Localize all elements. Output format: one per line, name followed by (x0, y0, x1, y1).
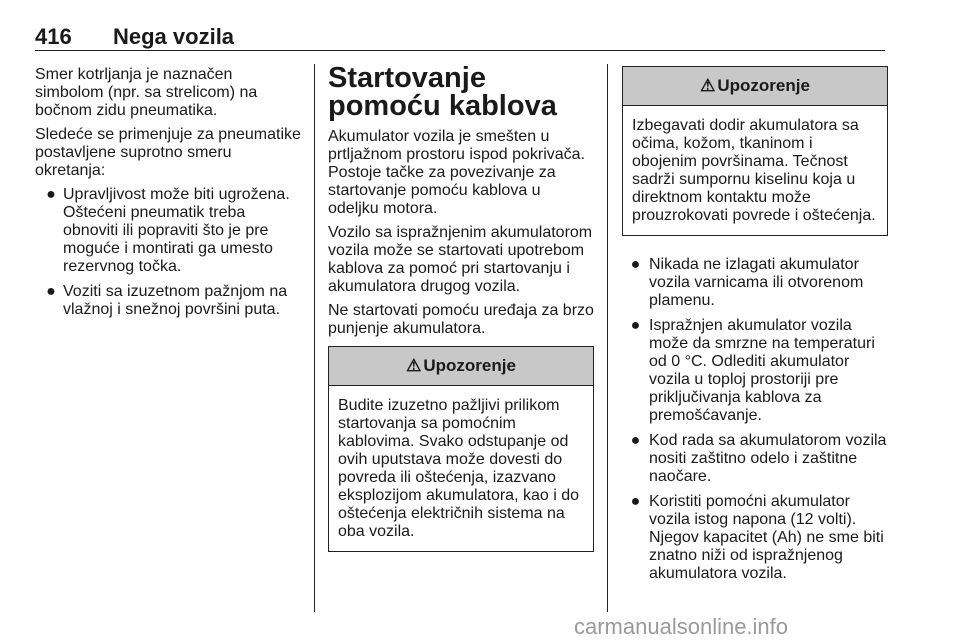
list-item-text: Koristiti pomoćni akumulator vozila istog napona (12 volti). Njegov kapacitet (Ah) ne sme biti znatno niži od ispražnjenog akumulatora vozila. (649, 493, 884, 582)
bullet-icon: ● (630, 493, 641, 510)
paragraph: Smer kotrljanja je naznačen simbolom (npr. sa strelicom) na bočnom zidu pneumatika. (35, 66, 258, 119)
list-item (622, 256, 888, 310)
page-header (35, 24, 885, 50)
column-divider-right (607, 64, 608, 612)
list-item (622, 317, 888, 425)
warning-header (329, 347, 593, 386)
bullet-icon: ● (46, 283, 56, 300)
list-item-text: Voziti sa izuzetnom pažnjom na vlažnoj i snežnoj površini puta. (63, 283, 288, 318)
column-right (622, 64, 888, 590)
paragraph: Sledeće se primenjuje za pneumatike postavljene suprotno smeru okretanja: (35, 126, 301, 179)
column-left (35, 66, 303, 326)
warning-text: Izbegavati dodir akumulatora sa očima, kožom, tkaninom i obojenim površinama. Tečnost sadrži sumpornu kiselinu koja u direktnom kontaktu može prouzrokovati povrede i oštećenja. (632, 117, 876, 224)
paragraph: Akumulator vozila je smešten u prtljažnom prostoru ispod pokrivača. Postoje tačke za povezivanje za startovanje pomoću kablova u odeljku motora. (328, 128, 586, 217)
list-item (35, 283, 303, 319)
header-rule (35, 50, 885, 51)
column-middle (328, 64, 594, 552)
column-divider-left (314, 64, 315, 612)
list-item (622, 493, 888, 583)
bullet-icon: ● (630, 317, 641, 334)
list-item-text: Upravljivost može biti ugrožena. Oštećeni pneumatik treba obnoviti ili popraviti što je pre moguće i montirati ga umesto rezervnog točka. (63, 186, 290, 275)
warning-title: Upozorenje (717, 76, 810, 95)
warning-triangle-icon: ⚠ (700, 76, 716, 95)
bullet-icon: ● (630, 256, 641, 273)
section-heading: Startovanje pomoću kablova (328, 62, 557, 122)
list-item-text: Nikada ne izlagati akumulator vozila varnicama ili otvorenom plamenu. (649, 256, 864, 309)
page-title: Nega vozila (113, 24, 235, 49)
list-item (622, 432, 888, 486)
list-item-text: Kod rada sa akumulatorom vozila nositi zaštitno odelo i zaštitne naočare. (649, 432, 887, 485)
warning-text: Budite izuzetno pažljivi prilikom startovanja sa pomoćnim kablovima. Svako odstupanje od ovih uputstava može dovesti do povreda ili oštećenja, izazvano eksplozijom akumulatora, kao i do oštećenja električnih sistema na oba vozila. (338, 397, 580, 540)
paragraph: Vozilo sa ispražnjenim akumulatorom vozila može se startovati upotrebom kablova za pomoć pri startovanju i akumulatora drugog vozila. (328, 224, 593, 295)
watermark: carmanualsonline.info (574, 614, 789, 639)
list-item-text: Ispražnjen akumulator vozila može da smrzne na temperaturi od 0 °C. Odlediti akumulator vozila u toploj prostoriji pre priključivanja kablova za premošćavanje. (649, 317, 875, 424)
bullet-icon: ● (46, 186, 56, 203)
warning-box (328, 346, 594, 552)
warning-box (622, 66, 888, 236)
page-number: 416 (35, 24, 72, 49)
list-item (35, 186, 303, 276)
warning-header (623, 67, 887, 106)
warning-triangle-icon: ⚠ (406, 356, 422, 375)
bullet-icon: ● (630, 432, 641, 449)
paragraph: Ne startovati pomoću uređaja za brzo punjenje akumulatora. (328, 302, 594, 337)
warning-title: Upozorenje (423, 356, 516, 375)
